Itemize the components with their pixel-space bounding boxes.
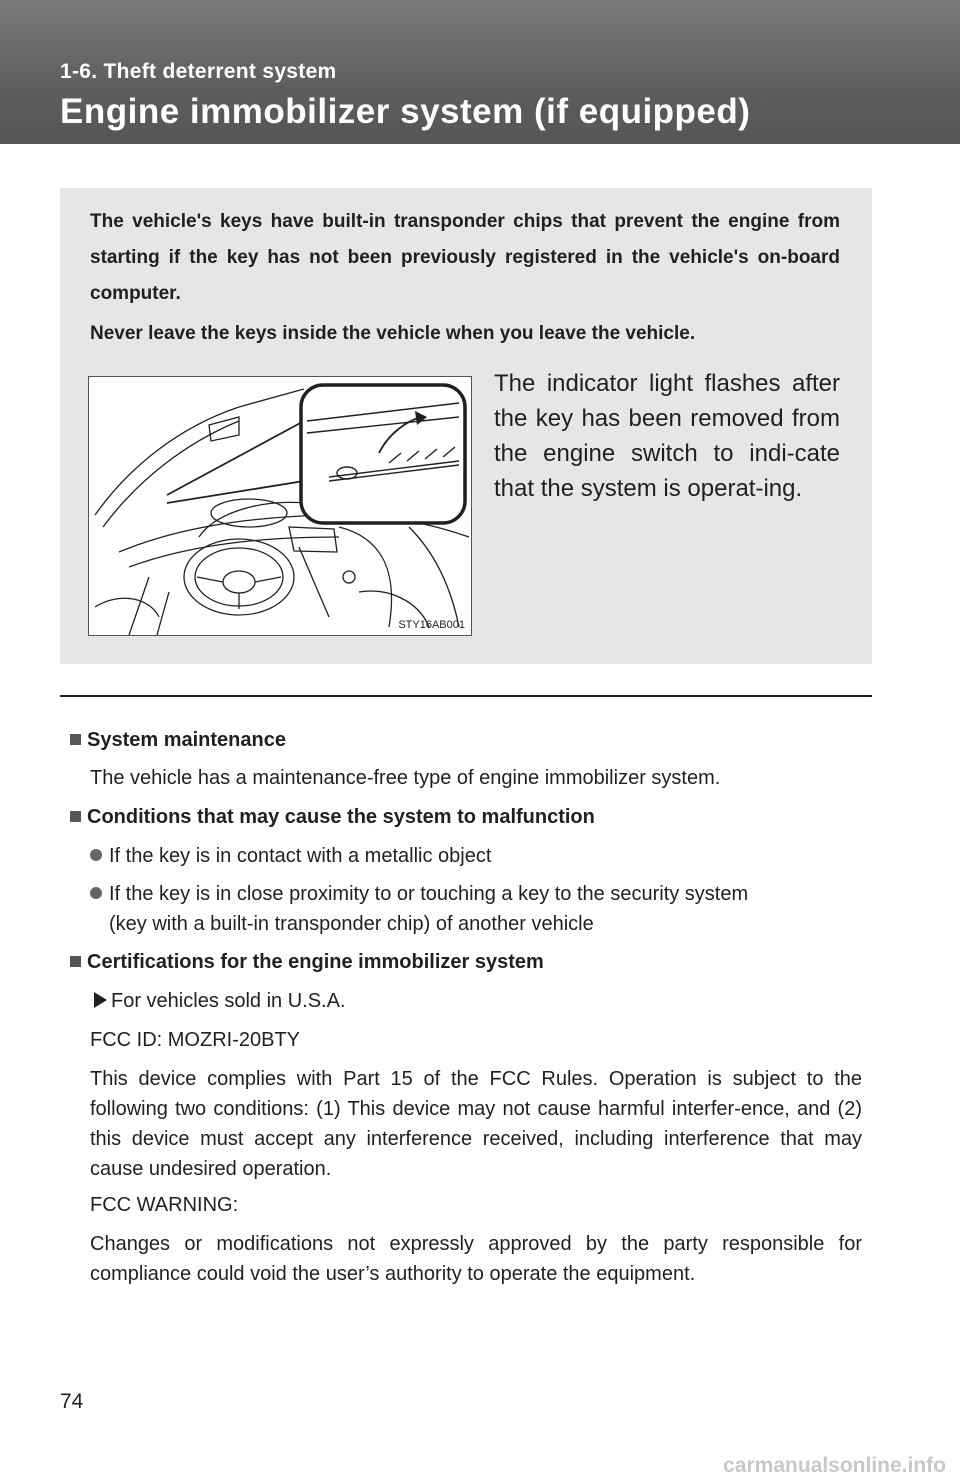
right-arrow-icon: [94, 992, 107, 1008]
round-bullet-icon: [90, 887, 102, 899]
malfunction-bullet-1: If the key is in contact with a metallic object: [90, 841, 491, 871]
malfunction-bullet-2-cont: (key with a built-in transponder chip) of another vehicle: [109, 913, 594, 935]
intro-paragraph: The vehicle's keys have built-in transponder chips that prevent the engine from starting if the key has not been previously registered in the vehicle's on-board computer.: [90, 211, 840, 304]
square-bullet-icon: [70, 811, 81, 822]
watermark: carmanualsonline.info: [723, 1454, 946, 1477]
page-title: Engine immobilizer system (if equipped): [60, 92, 751, 131]
round-bullet-icon: [90, 849, 102, 861]
maintenance-text: The vehicle has a maintenance-free type of engine immobilizer system.: [90, 767, 721, 789]
section-header-bar: [0, 0, 960, 144]
certifications-heading: Certifications for the engine immobilizer system: [70, 947, 544, 977]
dashboard-drawing: [89, 377, 471, 635]
malfunction-bullet-2: If the key is in close proximity to or touching a key to the security system: [90, 879, 748, 909]
page-number: 74: [60, 1390, 84, 1413]
malfunction-heading: Conditions that may cause the system to malfunction: [70, 802, 595, 832]
maintenance-heading: System maintenance: [70, 725, 286, 755]
figure-code: STY16AB001: [398, 619, 465, 631]
compliance-text: This device complies with Part 15 of the FCC Rules. Operation is subject to the following two conditions: (1) This device may not cause harmful interfer-ence, and (2) this device must accept any interference received, including interference that may cause undesired operation.: [90, 1068, 862, 1180]
square-bullet-icon: [70, 956, 81, 967]
dashboard-illustration: [88, 376, 472, 636]
square-bullet-icon: [70, 734, 81, 745]
market-line: For vehicles sold in U.S.A.: [94, 986, 346, 1016]
fcc-id: FCC ID: MOZRI-20BTY: [90, 1029, 301, 1051]
figure-caption: The indicator light flashes after the key has been removed from the engine switch to indi-cate that the system is operat-ing.: [494, 370, 840, 502]
fcc-warning-text: Changes or modifications not expressly approved by the party responsible for compliance could void the user’s authority to operate the equipment.: [90, 1233, 862, 1285]
section-label: 1-6. Theft deterrent system: [60, 60, 337, 83]
section-divider: [60, 695, 872, 697]
fcc-warning-label: FCC WARNING:: [90, 1194, 239, 1216]
intro-warning: Never leave the keys inside the vehicle when you leave the vehicle.: [90, 323, 696, 344]
